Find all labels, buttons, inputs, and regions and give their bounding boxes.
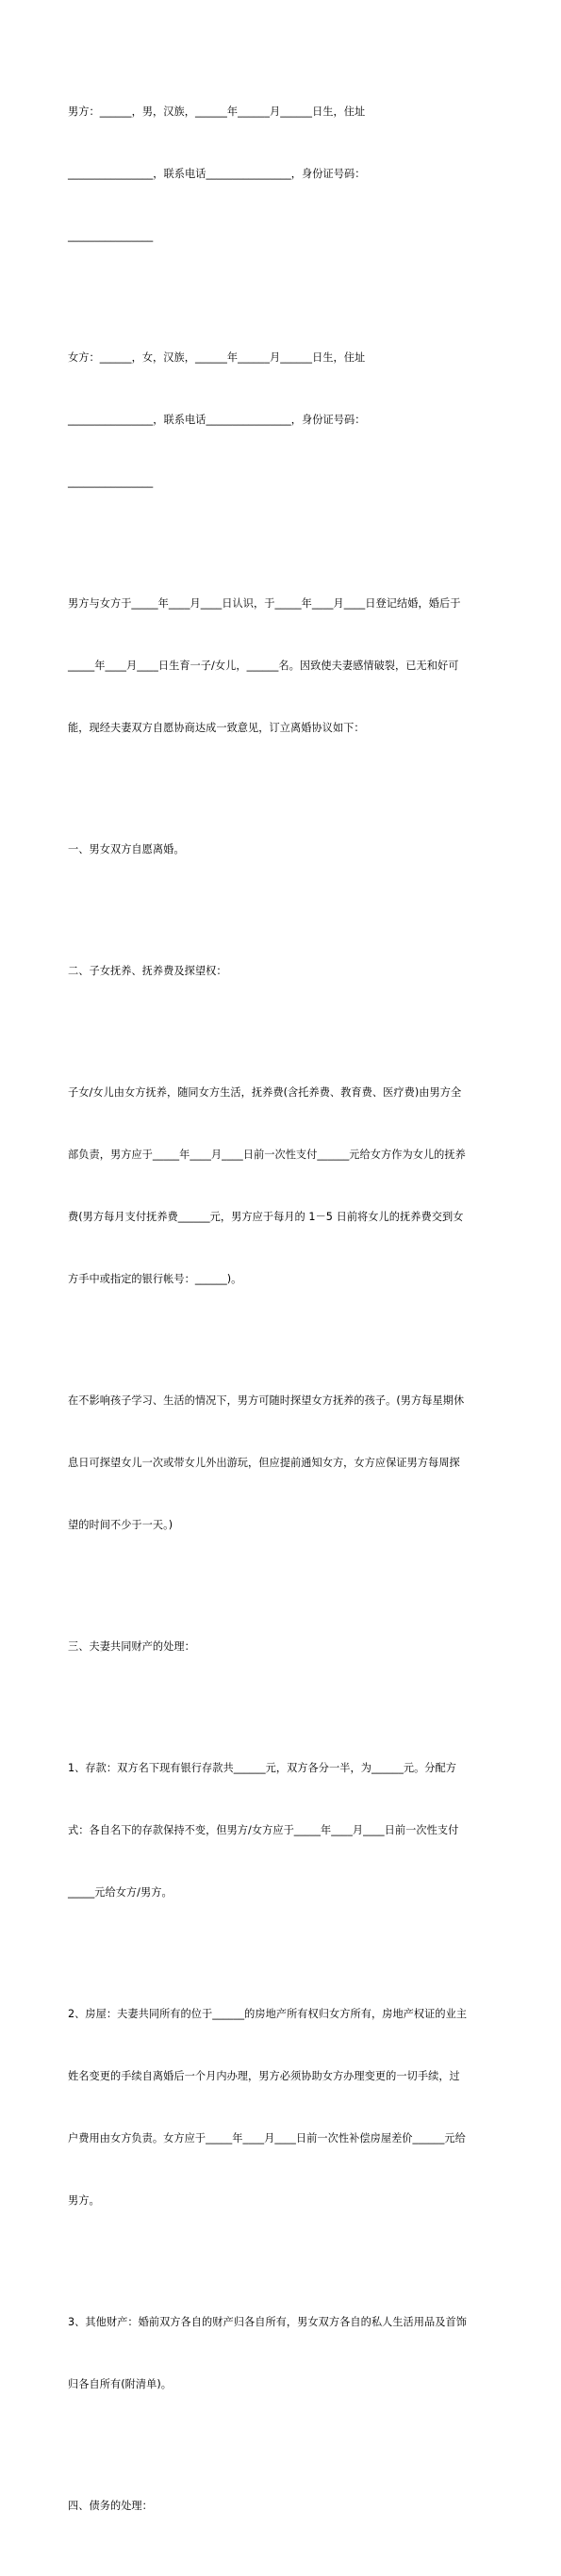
text-line: 方手中或指定的银行帐号：______)。 (68, 1273, 242, 1285)
text-line: _____年____月____日生育一子/女儿，______名。因致使夫妻感情破裂，已无和好可 (68, 660, 459, 672)
text-line: 能，现经夫妻双方自愿协商达成一致意见，订立离婚协议如下： (68, 722, 365, 734)
husband-info-paragraph (68, 60, 493, 288)
text-line: 男方。 (68, 2194, 100, 2207)
visitation-paragraph (68, 1349, 493, 1577)
text-line: ________________，联系电话________________，身份证号码： (68, 168, 366, 180)
text-line: ________________ (68, 230, 154, 242)
text-line: 望的时间不少于一天。) (68, 1519, 173, 1531)
text-line: 二、子女抚养、抚养费及探望权： (68, 965, 227, 977)
text-line: 三、夫妻共同财产的处理： (68, 1640, 195, 1653)
text-line: 2、房屋：夫妻共同所有的位于______的房地产所有权归女方所有，房地产权证的业主 (68, 2008, 468, 2020)
text-line: 户费用由女方负责。女方应于_____年____月____日前一次性补偿房屋差价______元给 (68, 2132, 466, 2144)
agreement-document (68, 60, 493, 2576)
text-line: 归各自所有(附清单)。 (68, 2378, 172, 2390)
text-line: 1、存款：双方名下现有银行存款共______元，双方各分一半，为______元。分配方 (68, 1762, 457, 1774)
text-line: 男方与女方于_____年____月____日认识，于_____年____月____日登记结婚，婚后于 (68, 597, 461, 610)
text-line: 式：各自名下的存款保持不变，但男方/女方应于_____年____月____日前一次性支付 (68, 1824, 459, 1836)
section-heading-4 (68, 2454, 493, 2558)
wife-info-paragraph (68, 306, 493, 534)
text-line: 在不影响孩子学习、生活的情况下，男方可随时探望女方抚养的孩子。(男方每星期休 (68, 1394, 465, 1407)
text-line: _____元给女方/男方。 (68, 1886, 173, 1899)
other-property-paragraph (68, 2271, 493, 2437)
text-line: 3、其他财产：婚前双方各自的财产归各自所有，男女双方各自的私人生活用品及首饰 (68, 2316, 467, 2328)
text-line: 费(男方每月支付抚养费______元，男方应于每月的 1－5 日前将女儿的抚养费交到女 (68, 1211, 464, 1223)
text-line: 一、男女双方自愿离婚。 (68, 843, 185, 856)
section-heading-3 (68, 1595, 493, 1699)
preamble-paragraph (68, 552, 493, 780)
text-line: ________________，联系电话________________，身份证号码： (68, 414, 366, 426)
section-heading-1 (68, 798, 493, 902)
text-line: 部负责，男方应于_____年____月____日前一次性支付______元给女方作为女儿的抚养 (68, 1149, 466, 1161)
text-line: 男方：______，男，汉族，______年______月______日生，住址 (68, 106, 366, 118)
section-heading-2 (68, 920, 493, 1023)
text-line: 四、债务的处理： (68, 2500, 153, 2512)
text-line: 姓名变更的手续自离婚后一个月内办理，男方必须协助女方办理变更的一切手续，过 (68, 2070, 460, 2082)
housing-paragraph (68, 1963, 493, 2253)
savings-paragraph (68, 1717, 493, 1945)
text-line: 息日可探望女儿一次或带女儿外出游玩，但应提前通知女方，女方应保证男方每周探 (68, 1457, 460, 1469)
text-line: ________________ (68, 476, 154, 488)
child-support-paragraph (68, 1041, 493, 1331)
text-line: 女方：______，女，汉族，______年______月______日生，住址 (68, 351, 366, 364)
text-line: 子女/女儿由女方抚养，随同女方生活，抚养费(含托养费、教育费、医疗费)由男方全 (68, 1086, 462, 1099)
